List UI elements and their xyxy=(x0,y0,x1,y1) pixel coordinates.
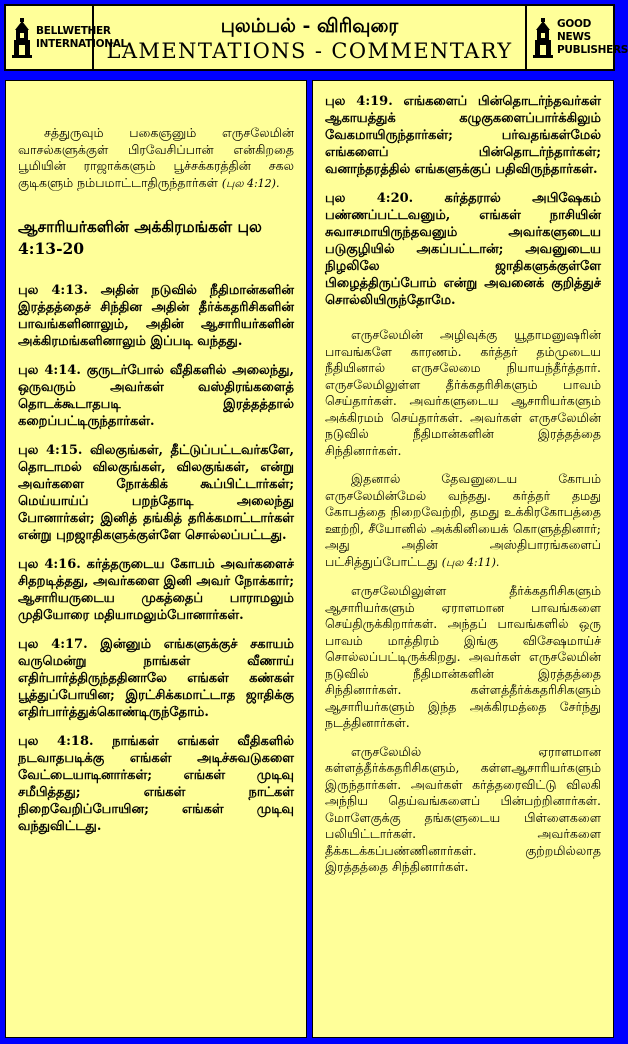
header-titles xyxy=(98,6,521,69)
verse-4-14: புல 4:14. குருடர்போல் வீதிகளில் அலைந்து, ஒருவரும் அவர்கள் வஸ்திரங்களைத் தொடக்கூடாதபடி இரத்தத்தால் கறைப்பட்டிருந்தார்கள். xyxy=(18,363,294,429)
verse-4-15: புல 4:15. விலகுங்கள், தீட்டுப்பட்டவர்களே, தொடாமல் விலகுங்கள், விலகுங்கள், என்று அவர்களை நோக்கிக் கூப்பிட்டார்கள்; மெய்யாய்ப் பறந்தோடி அலைந்து போனார்கள்; இனித் தங்கித் தரிக்கமாட்டார்கள் என்று புறஜாதிகளுக்குள்ளே சொல்லப்பட்டது. xyxy=(18,443,294,543)
page-header xyxy=(4,4,628,71)
intro-reference: (புல 4:12). xyxy=(221,176,280,190)
bell-tower-icon xyxy=(532,18,554,58)
bellwether-logo-text: BELLWETHER INTERNATIONAL xyxy=(36,24,127,50)
intro-paragraph: சத்துருவும் பகைஞனும் எருசலேமின் வாசல்களுக்குள் பிரவேசிப்பான் என்கிறதை பூமியின் ராஜாக்களும் பூச்சக்கரத்தின் சகல குடிகளும் நம்பமாட்டாதிருந்தார்கள் (புல 4:12). xyxy=(18,125,294,190)
commentary-paragraph: எருசலேமில் ஏராளமான கள்ளத்தீர்க்கதரிசிகளும், கள்ளஆசாரியர்களும் இருந்தார்கள். அவர்கள் கர்த்தரைவிட்டு விலகி அந்நிய தெய்வங்களைப் பின்பற்றினார்கள். மோளேகுக்கு தங்களுடைய பிள்ளைகளை பலியிட்டார்கள். அவர்களை தீக்கடக்கப்பண்ணினார்கள். குற்றமில்லாத இரத்தத்தை சிந்தினார்கள். xyxy=(325,743,601,874)
verse-4-16: புல 4:16. கர்த்தருடைய கோபம் அவர்களைச் சிதறடித்தது, அவர்களை இனி அவர் நோக்கார்; ஆசாரியருடைய முகத்தைப் பாராமலும் முதியோரை மதியாமலும்போனார்கள். xyxy=(18,557,294,623)
left-column xyxy=(5,80,307,1038)
commentary-paragraph: இதனால் தேவனுடைய கோபம் எருசலேமின்மேல் வந்தது. கர்த்தர் தமது கோபத்தை நிறைவேற்றி, தமது உக்கிரகோபத்தை ஊற்றி, சீயோனில் அக்கினியைக் கொளுத்தினார்; அது அதின் அஸ்திபாரங்களைப் பட்சித்துப்போட்டது (புல 4:11). xyxy=(325,471,601,569)
section-title: ஆசாரியர்களின் அக்கிரமங்கள் புல 4:13-20 xyxy=(18,217,262,258)
verse-4-18: புல 4:18. நாங்கள் எங்கள் வீதிகளில் நடவாதபடிக்கு எங்கள் அடிச்சுவடுகளை வேட்டையாடினார்கள்; எங்கள் முடிவு சமீபித்தது; எங்கள் நாட்கள் நிறைவேறிப்போயின; எங்கள் முடிவு வந்துவிட்டது. xyxy=(18,734,294,834)
right-column xyxy=(312,80,614,1038)
commentary-paragraph: எருசலேமின் அழிவுக்கு யூதாமனுஷரின் பாவங்களே காரணம். கர்த்தர் தம்முடைய நீதியினால் எருசலேமை நியாயந்தீர்த்தார். எருசலேமிலுள்ள தீர்க்கதரிசிகளும் பாவம் செய்தார்கள். அவர்களுடைய ஆசாரியர்களும் அக்கிரமம் செய்தார்கள். அவர்கள் எருசலேமின் நடுவில் நீதிமான்களின் இரத்தத்தை சிந்தினார்கள். xyxy=(325,327,601,458)
title-tamil: புலம்பல் - விரிவுரை xyxy=(220,15,399,37)
verse-4-20: புல 4:20. கர்த்தரால் அபிஷேகம் பண்ணப்பட்டவனும், எங்கள் நாசியின் சுவாசமாயிருந்தவனும் அவர்களுடைய படுகுழியில் அகப்பட்டான்; அவனுடைய நிழலிலே ஜாதிகளுக்குள்ளே பிழைத்திருப்போம் என்று அவனைக் குறித்துச் சொல்லியிருந்தோமே. xyxy=(325,191,601,308)
title-english: LAMENTATIONS - COMMENTARY xyxy=(106,39,513,63)
verse-4-17: புல 4:17. இன்னும் எங்களுக்குச் சகாயம் வருமென்று நாங்கள் வீணாய் எதிர்பார்த்திருந்ததினாலே எங்கள் கண்கள் பூத்துப்போயின; இரட்சிக்கமாட்டாத ஜாதிக்கு எதிர்பார்த்துக்கொண்டிருந்தோம். xyxy=(18,637,294,720)
good-news-logo-text: GOOD NEWS PUBLISHERS xyxy=(557,18,628,56)
commentary-paragraph: எருசலேமிலுள்ள தீர்க்கதரிசிகளும் ஆசாரியர்களும் ஏராளமான பாவங்களை செய்திருக்கிறார்கள். அந்தப் பாவங்களில் ஒரு பாவம் மாத்திரம் இங்கு விசேஷமாய்ச் சொல்லப்பட்டிருக்கிறது. அவர்கள் எருசலேமின் நடுவில் நீதிமான்களின் இரத்தத்தை சிந்தினார்கள். கள்ளத்தீர்க்கதரிசிகளும் ஆசாரியர்களும் இந்த அக்கிரமத்தை சேர்ந்து நடத்தினார்கள். xyxy=(325,583,601,730)
commentary-reference: (புல 4:11). xyxy=(441,555,500,569)
verse-4-19: புல 4:19. எங்களைப் பின்தொடர்ந்தவர்கள் ஆகாயத்துக் கழுகுகளைப்பார்க்கிலும் வேகமாயிருந்தார்கள்; பர்வதங்கள்மேல் எங்களைப் பின்தொடர்ந்தார்கள்; வனாந்தரத்தில் எங்களுக்குப் பதிவிருந்தார்கள். xyxy=(325,94,601,177)
verse-4-13: புல 4:13. அதின் நடுவில் நீதிமான்களின் இரத்தத்தைச் சிந்தின அதின் தீர்க்கதரிசிகளின் பாவங்களினாலும், அதின் ஆசாரியர்களின் அக்கிரமங்களினாலும் இப்படி வந்தது. xyxy=(18,283,294,349)
good-news-logo xyxy=(525,6,628,69)
bell-tower-icon xyxy=(11,18,33,58)
bellwether-logo xyxy=(6,6,127,69)
